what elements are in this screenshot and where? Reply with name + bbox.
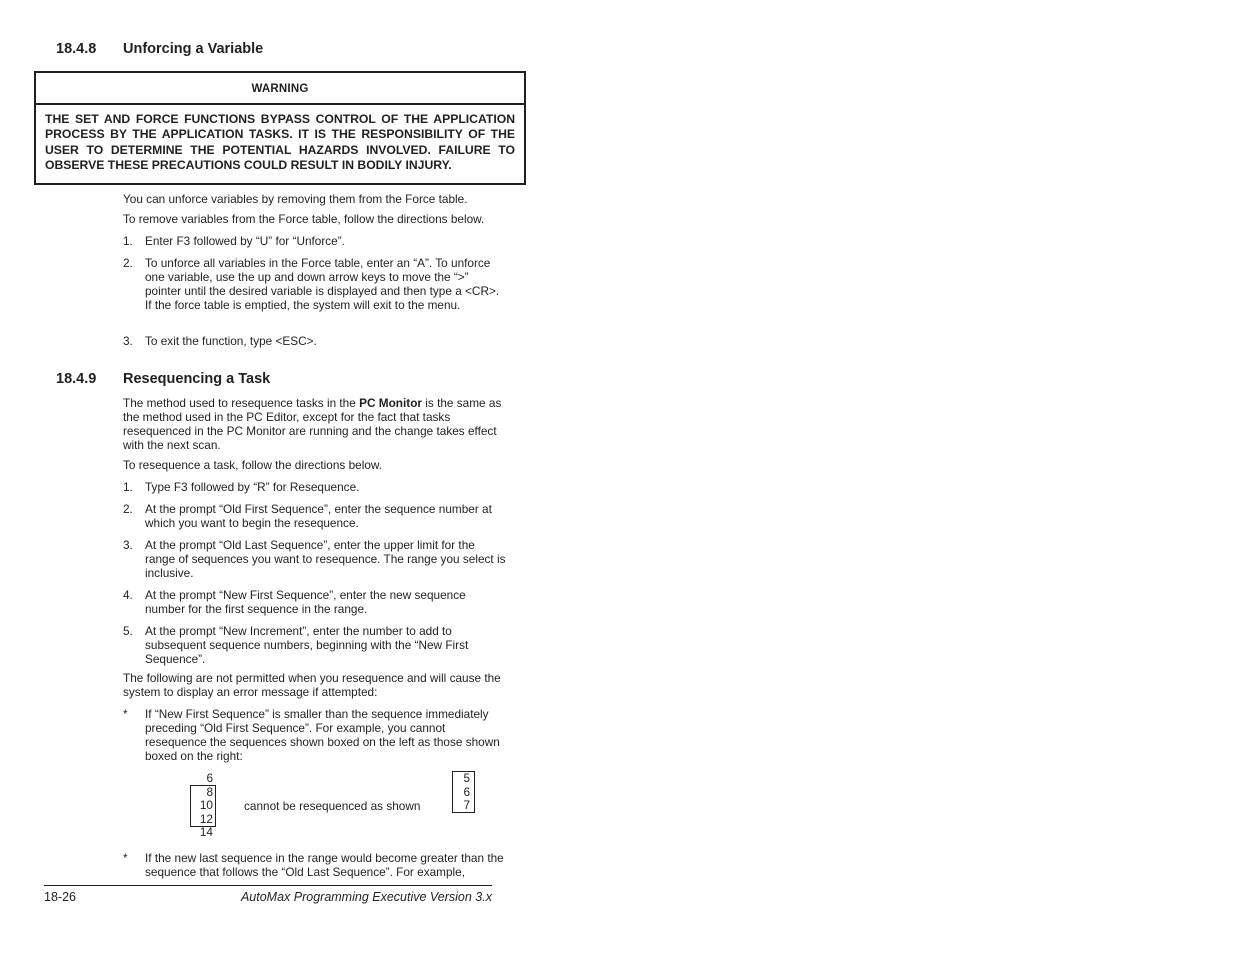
list-item-text: Type F3 followed by “R” for Resequence. (145, 480, 360, 494)
list-item (123, 538, 513, 580)
list-item (123, 480, 513, 494)
list-marker: 5. (123, 624, 133, 638)
pc-monitor-term: PC Monitor (359, 396, 423, 410)
list-item (123, 234, 513, 248)
section-heading-unforcing (56, 40, 263, 58)
section-number: 18.4.8 (56, 41, 97, 57)
list-marker: 1. (123, 480, 133, 494)
unforce-intro: You can unforce variables by removing them from the Force table. (123, 192, 468, 206)
book-title: AutoMax Programming Executive Version 3.x (240, 890, 492, 904)
left-sequence-list (194, 772, 213, 840)
list-item (123, 624, 513, 666)
reseq-intro (123, 396, 508, 452)
list-marker: 2. (123, 256, 133, 270)
bullet-item (123, 851, 513, 879)
reseq-directions: To resequence a task, follow the directions below. (123, 458, 383, 472)
sequence-number: 7 (463, 798, 470, 813)
warning-text: THE SET AND FORCE FUNCTIONS BYPASS CONTROL OF THE APPLICATION PROCESS BY THE APPLICATION TASKS. IT IS THE RESPONSIBILITY OF THE USER TO DETERMINE THE POTENTIAL HAZARDS INVOLVED. FAILURE TO OBSERVE THESE PRECAUTIONS COULD RESULT IN BODILY INJURY. (45, 112, 515, 172)
sequence-number: 6 (206, 771, 213, 785)
bullet-item-text: If the new last sequence in the range would become greater than the sequence that follows the “Old Last Sequence”. For example, (145, 851, 504, 879)
bullet-item-text: If “New First Sequence” is smaller than the sequence immediately preceding “Old First Sequence”. For example, you cannot resequence the sequences shown boxed on the left as those shown boxed on the right: (145, 707, 500, 763)
footer-divider (44, 885, 492, 886)
right-sequence-list (455, 772, 470, 813)
list-item-text: At the prompt “New First Sequence”, enter the new sequence number for the first sequence in the range. (145, 588, 466, 616)
reseq-intro-text: is the same as the method used in the PC Editor, except for the fact that tasks resequenced in the PC Monitor are running and the change takes effect with the next scan. (123, 396, 502, 452)
reseq-not-permitted: The following are not permitted when you resequence and will cause the system to display an error message if attempted: (123, 671, 501, 699)
list-marker: 3. (123, 334, 133, 348)
section-title: Resequencing a Task (123, 371, 271, 387)
list-marker: 1. (123, 234, 133, 248)
sequence-number: 8 (206, 784, 213, 799)
sequence-number: 10 (199, 798, 213, 813)
sequence-number: 5 (463, 771, 470, 785)
section-title: Unforcing a Variable (123, 41, 264, 57)
list-item-text: To unforce all variables in the Force table, enter an “A”. To unforce one variable, use the up and down arrow keys to move the “>” pointer until the desired variable is displayed and then type a <CR>. If the force table is emptied, the system will exit to the menu. (145, 256, 500, 312)
list-marker: 3. (123, 538, 133, 552)
sequence-number: 12 (199, 811, 213, 826)
sequence-number: 6 (463, 784, 470, 799)
sequence-number: 14 (199, 825, 213, 840)
section-number: 18.4.9 (56, 371, 97, 387)
bullet-marker: * (123, 707, 128, 721)
list-item (123, 588, 513, 616)
warning-box (34, 71, 526, 185)
list-item-text: At the prompt “Old First Sequence”, enter the sequence number at which you want to begin the resequence. (145, 502, 492, 530)
list-item (123, 334, 513, 348)
bullet-item (123, 707, 513, 763)
warning-title: WARNING (36, 73, 524, 105)
list-item-text: To exit the function, type <ESC>. (145, 334, 317, 348)
bullet-marker: * (123, 851, 128, 865)
list-marker: 4. (123, 588, 133, 602)
list-marker: 2. (123, 502, 133, 516)
page-number: 18-26 (44, 890, 76, 904)
reseq-intro-text: The method used to resequence tasks in the (123, 396, 360, 410)
list-item-text: At the prompt “New Increment”, enter the number to add to subsequent sequence numbers, beginning with the “New First Sequence”. (145, 624, 469, 666)
section-heading-resequencing (56, 370, 270, 388)
list-item (123, 502, 513, 530)
unforce-directions: To remove variables from the Force table, follow the directions below. (123, 212, 485, 226)
list-item (123, 256, 513, 312)
list-item-text: Enter F3 followed by “U” for “Unforce”. (145, 234, 345, 248)
example-caption: cannot be resequenced as shown (244, 799, 421, 813)
list-item-text: At the prompt “Old Last Sequence”, enter the upper limit for the range of sequences you want to resequence. The range you select is inclusive. (145, 538, 506, 580)
